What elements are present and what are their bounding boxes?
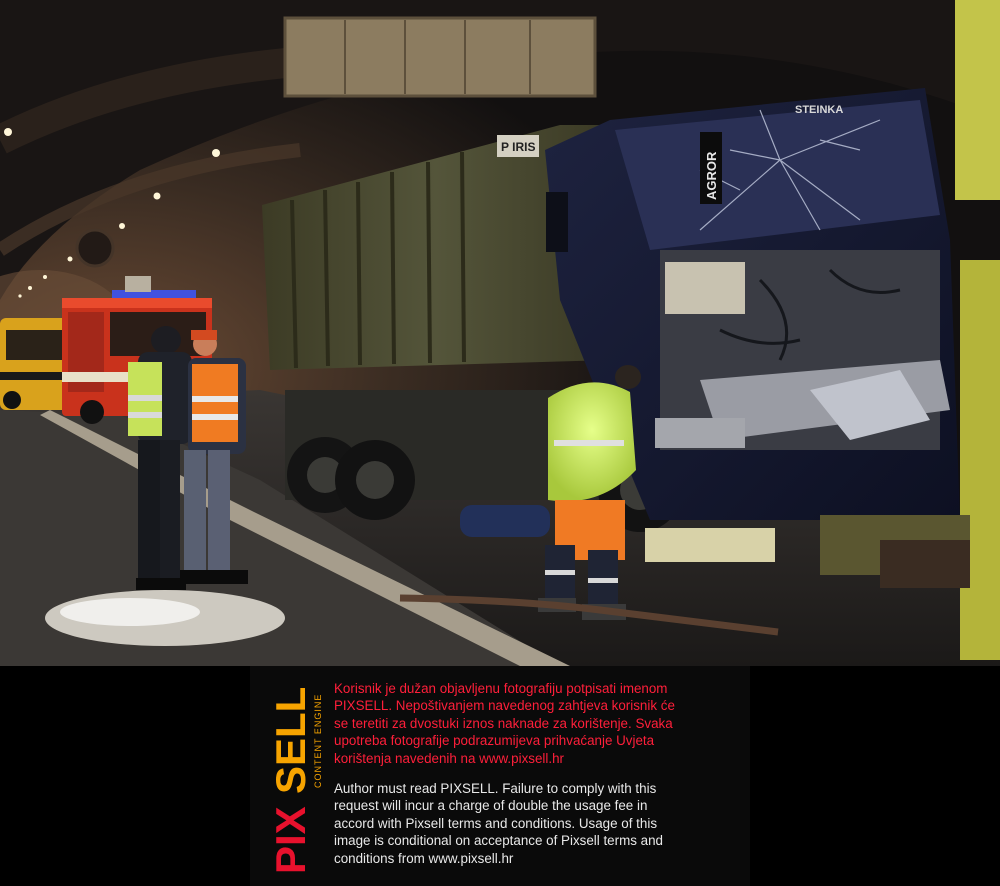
copyright-footer — [0, 666, 1000, 886]
svg-text:STEINKA: STEINKA — [795, 104, 844, 116]
yellow-van — [0, 318, 68, 410]
copyright-notice — [334, 680, 740, 867]
svg-text:CONTENT ENGINE: CONTENT ENGINE — [313, 693, 323, 788]
notice-english: Author must read PIXSELL. Failure to comply with this request will incur a charge of double the usage fee in accord with Pixsell terms and conditions. Usage of this image is conditional on acceptance of Pixsell terms and conditions from www.pixsell.hr — [334, 781, 663, 866]
svg-text:AGROR: AGROR — [704, 151, 719, 200]
ceiling-panel — [285, 18, 595, 96]
tunnel-fan — [77, 230, 113, 266]
notice-croatian: Korisnik je dužan objavljenu fotografiju potpisati imenom PIXSELL. Nepoštivanjem navedenog zahtjeva korisnik će se teretiti za dvostuki iznos naknade za korištenje. Svaka upotreba fotografije podrazumijeva prihvaćanje Uvjeta korištenja navedenih na www.pixsell.hr — [334, 681, 675, 766]
tow-bar — [645, 528, 775, 562]
pixsell-logo — [265, 676, 325, 876]
svg-text:PIX: PIX — [267, 806, 314, 874]
svg-text:P IRIS: P IRIS — [501, 140, 536, 154]
svg-text:SELL: SELL — [267, 686, 314, 794]
pixsell-logo-svg — [265, 676, 325, 876]
